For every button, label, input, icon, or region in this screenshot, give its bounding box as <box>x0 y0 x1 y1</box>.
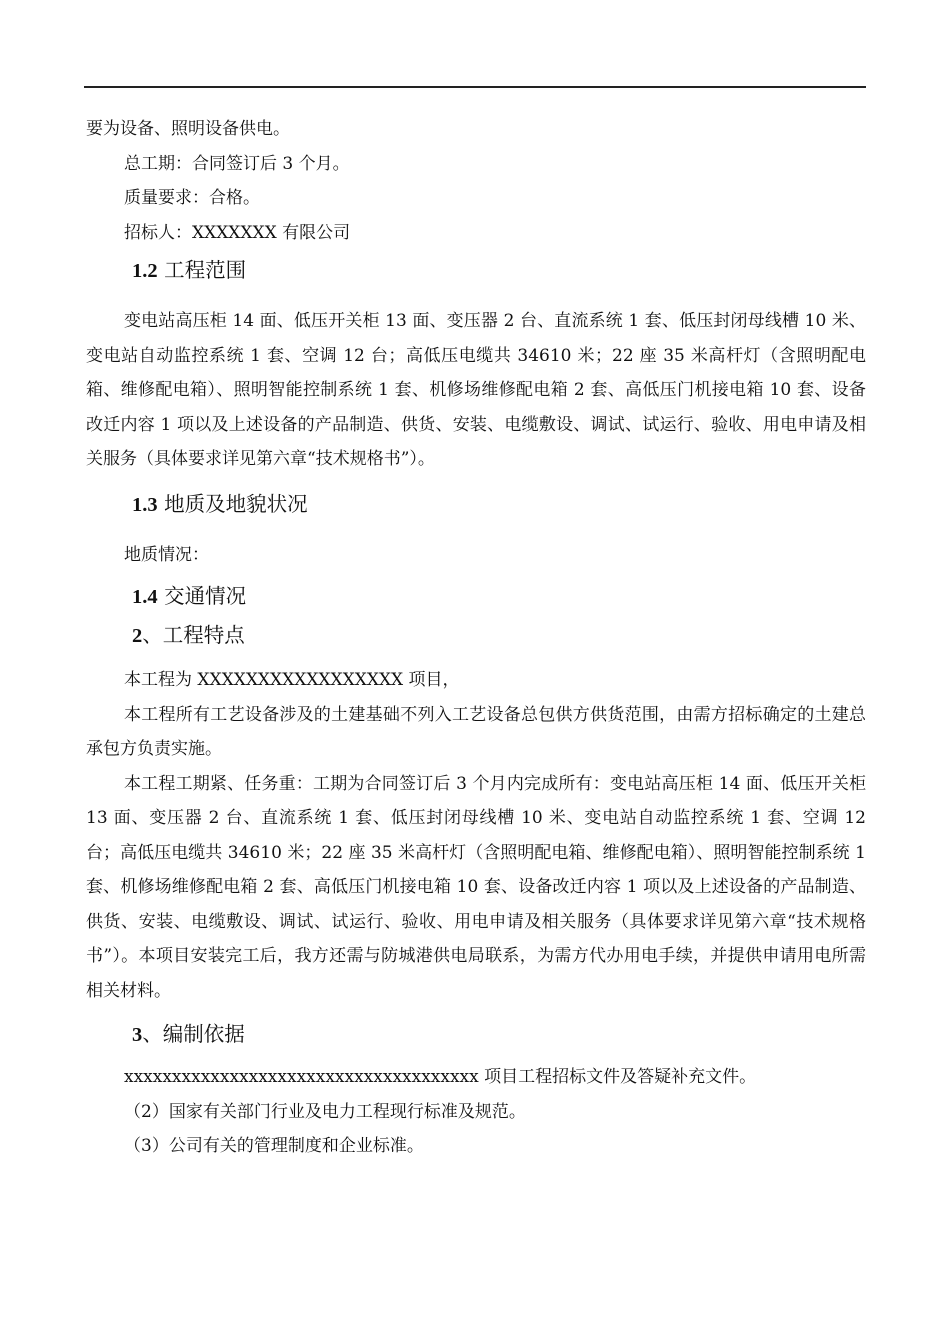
heading-title: 交通情况 <box>164 584 247 608</box>
heading-1-4 <box>86 585 866 608</box>
heading-2 <box>86 624 866 647</box>
features-paragraph-1: 本工程为 XXXXXXXXXXXXXXXXX 项目， <box>124 670 460 690</box>
basis-item-1: xxxxxxxxxxxxxxxxxxxxxxxxxxxxxxxxxxxxx 项目工程招标文件及答疑补充文件。 <box>124 1067 757 1087</box>
heading-number: 2 <box>132 625 143 647</box>
heading-title: 、工程特点 <box>142 623 245 647</box>
header-rule <box>84 86 866 88</box>
geology-paragraph: 地质情况： <box>124 544 209 565</box>
intro-quality: 质量要求：合格。 <box>124 188 260 208</box>
features-paragraph-3: 本工程工期紧、任务重：工期为合同签订后 3 个月内完成所有：变电站高压柜 14 面、低压开关柜 13 面、变压器 2 台、直流系统 1 套、低压封闭母线槽 10 米、变电站自动监控系统 1 套、空调 12 台；高低压电缆共 34610 米；22 座 35 米高杆灯（含照明配电箱、维修配电箱）、照明智能控制系统 1 套、机修场维修配电箱 2 套、高低压门机接电箱 10 套、设备改迁内容 1 项以及上述设备的产品制造、供货、安装、电缆敷设、调试、试运行、验收、用电申请及相关服务（具体要求详见第六章“技术规格书”）。本项目安装完工后，我方还需与防城港供电局联系，为需方代办用电手续，并提供申请用电所需相关材料。 <box>86 773 866 1001</box>
heading-3 <box>86 1023 866 1046</box>
heading-title: 、编制依据 <box>142 1022 245 1046</box>
intro-tenderer: 招标人：XXXXXXX 有限公司 <box>124 222 351 243</box>
heading-number: 1.3 <box>132 493 158 516</box>
heading-1-2 <box>86 259 866 282</box>
document-body <box>86 112 866 1164</box>
heading-1-3 <box>86 493 866 516</box>
basis-item-3: （3）公司有关的管理制度和企业标准。 <box>124 1136 424 1156</box>
intro-line-1: 要为设备、照明设备供电。 <box>86 119 290 139</box>
heading-title: 地质及地貌状况 <box>164 491 308 516</box>
heading-number: 1.4 <box>132 586 158 608</box>
intro-duration: 总工期：合同签订后 3 个月。 <box>124 153 350 174</box>
heading-title: 工程范围 <box>164 258 247 282</box>
features-paragraph-2: 本工程所有工艺设备涉及的土建基础不列入工艺设备总包供方供货范围，由需方招标确定的土建总承包方负责实施。 <box>86 704 866 759</box>
scope-paragraph: 变电站高压柜 14 面、低压开关柜 13 面、变压器 2 台、直流系统 1 套、低压封闭母线槽 10 米、变电站自动监控系统 1 套、空调 12 台；高低压电缆共 34610 米；22 座 35 米高杆灯（含照明配电箱、维修配电箱）、照明智能控制系统 1 套、机修场维修配电箱 2 套、高低压门机接电箱 10 套、设备改迁内容 1 项以及上述设备的产品制造、供货、安装、电缆敷设、调试、试运行、验收、用电申请及相关服务（具体要求详见第六章“技术规格书”）。 <box>86 311 866 469</box>
heading-number: 3 <box>132 1024 143 1046</box>
basis-item-2: （2）国家有关部门行业及电力工程现行标准及规范。 <box>124 1101 526 1122</box>
heading-number: 1.2 <box>132 260 158 282</box>
